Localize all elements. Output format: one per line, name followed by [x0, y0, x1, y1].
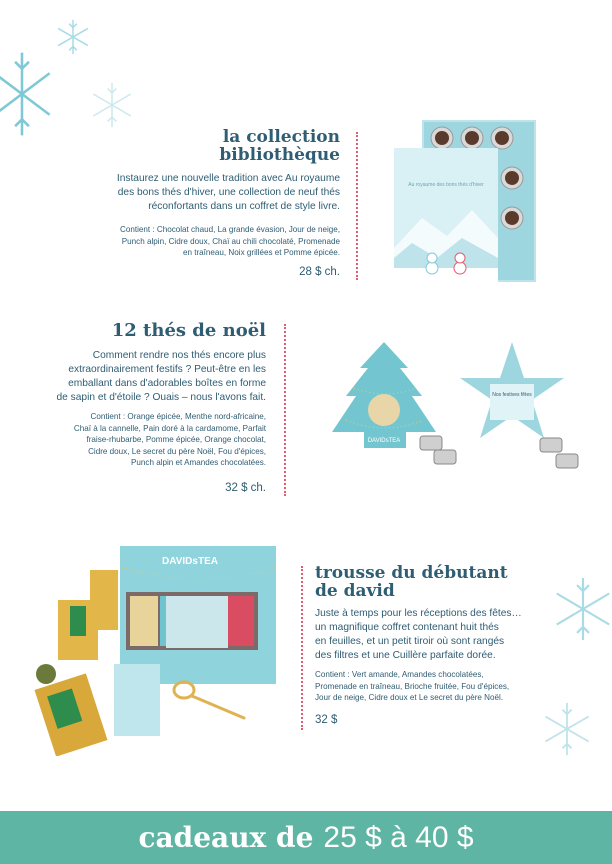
desc-line: Comment rendre nos thés encore plus — [92, 350, 266, 361]
section-title: 12 thés de noël — [111, 320, 266, 341]
section-title — [60, 128, 340, 164]
contents-line: Punch alpin et Amandes chocolatées. — [131, 458, 266, 468]
dotted-divider — [356, 132, 358, 280]
desc-line: Instaurez une nouvelle tradition avec Au royaume — [116, 173, 340, 184]
title-line: trousse du débutant — [315, 563, 508, 583]
title-line: de david — [315, 581, 395, 601]
desc-line: extraordinairement festifs ? Peut-être en les — [68, 364, 266, 375]
price-label: 28 $ ch. — [299, 266, 340, 278]
contents-line: en traîneau, Noix grillées et Pomme épicée. — [182, 248, 340, 258]
contents-line: Promenade en traîneau, Brioche fruitée, Fou d'épices, — [315, 681, 510, 691]
banner-range: 25 $ à 40 $ — [323, 820, 474, 854]
desc-line: des filtres et une Cuillère parfaite dorée. — [315, 650, 496, 661]
book-label: Au royaume des bons thés d'hiver — [408, 182, 484, 188]
desc-line: emballant dans d'adorables boîtes en forme — [68, 378, 266, 389]
section-contents — [315, 669, 565, 704]
section-contents — [30, 411, 266, 469]
dotted-divider — [301, 566, 303, 730]
desc-line: Juste à temps pour les réceptions des fêtes… — [315, 608, 522, 619]
section-description — [315, 607, 555, 663]
price-label: 32 $ — [315, 714, 338, 726]
trousse-debutant-image — [30, 540, 280, 756]
desc-line: réconfortants dans un coffret de style livre. — [148, 201, 340, 212]
title-line: la collection — [222, 127, 340, 147]
contents-line: Cidre doux, Le secret du père Noël, Fou d'épices, — [88, 446, 266, 456]
snowflake-icon — [552, 575, 612, 643]
contents-line: Punch alpin, Cidre doux, Chaï au chili chocolaté, Promenade — [121, 236, 340, 246]
snowflake-icon — [90, 80, 134, 130]
contents-line: Contient : Chocolat chaud, La grande évasion, Jour de neige, — [119, 225, 340, 234]
section-description — [40, 349, 266, 405]
contents-line: Contient : Vert amande, Amandes chocolatées, — [315, 670, 484, 679]
price-label: 32 $ ch. — [225, 482, 266, 494]
section-description — [60, 172, 340, 214]
banner-label: cadeaux de — [138, 821, 314, 854]
dotted-divider — [284, 324, 286, 496]
collection-bibliotheque-image — [392, 118, 542, 294]
snowflake-icon — [542, 700, 592, 758]
snowflake-icon — [54, 18, 92, 56]
title-line: bibliothèque — [219, 145, 340, 165]
twelve-teas-image — [324, 338, 586, 474]
desc-line: de sapin et d'étoile ? Ouais – nous l'avons fait. — [56, 392, 266, 403]
snowflake-icon — [0, 48, 52, 140]
desc-line: un magnifique coffret contenant huit thés — [315, 622, 499, 633]
section-collection-bibliotheque — [60, 128, 340, 164]
contents-line: fraise-rhubarbe, Pomme épicée, Orange chocolat, — [86, 435, 266, 445]
desc-line: des bons thés d'hiver, une collection de neuf thés — [117, 187, 340, 198]
contents-line: Jour de neige, Cidre doux et Le secret du père Noël. — [315, 693, 504, 703]
brand-label: DAVIDsTEA — [162, 556, 218, 567]
contents-line: Chaï à la cannelle, Pain doré à la cardamome, Parfait — [73, 423, 266, 433]
section-contents — [60, 224, 340, 259]
star-label: Nos festives fêtes — [492, 392, 532, 398]
section-title — [315, 564, 555, 600]
desc-line: en feuilles, et un petit tiroir où sont rangés — [315, 636, 505, 647]
price-range-banner — [0, 811, 612, 864]
contents-line: Contient : Orange épicée, Menthe nord-africaine, — [90, 412, 266, 421]
brand-label: DAVIDsTEA — [367, 438, 401, 444]
